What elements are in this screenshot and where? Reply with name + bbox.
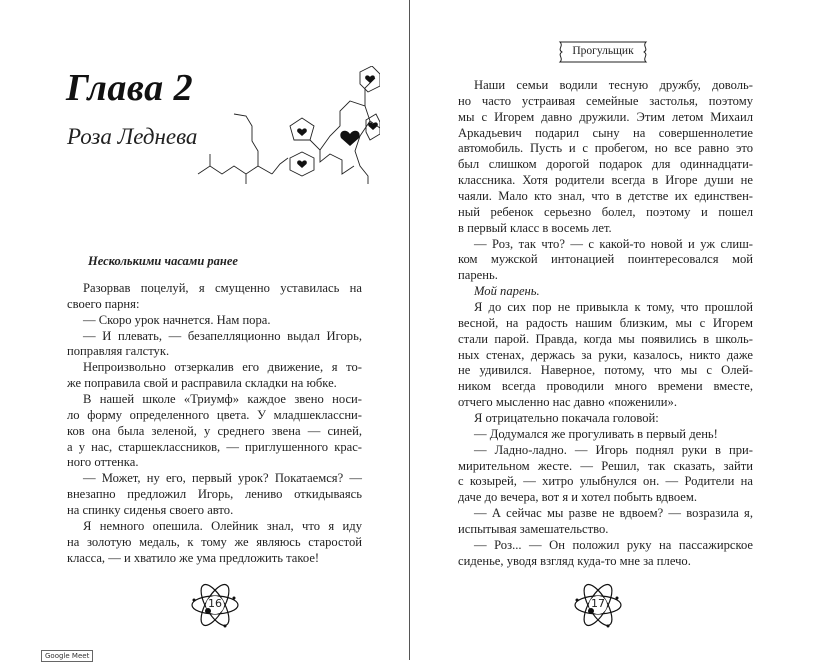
- text-line: не удивился. Наверное, потому, что мы с Олей-: [458, 363, 753, 378]
- paragraph: [458, 443, 753, 506]
- text-line: — Роз, так что? — с какой-то новой и уж слиш-: [474, 236, 753, 251]
- text-line: испытывая замешательство.: [458, 522, 609, 537]
- paragraph: [67, 360, 362, 392]
- right-page: [410, 0, 820, 660]
- text-line: Непроизвольно отзеркалив его движение, я то-: [83, 360, 362, 375]
- text-line: Наши семьи водили тесную дружбу, доволь-: [474, 78, 753, 92]
- paragraph: [458, 506, 753, 538]
- text-line: — Скоро урок начнется. Нам пора.: [83, 312, 271, 327]
- chapter-author: Роза Леднева: [67, 124, 198, 149]
- text-line: чаяли. Мало кто знал, что в детстве их единствен-: [458, 189, 753, 204]
- text-line: класса, — и хватило же ума предложить такое!: [67, 550, 320, 565]
- paragraph: [458, 538, 753, 570]
- paragraph: [458, 284, 753, 300]
- google-meet-label[interactable]: Google Meet: [41, 650, 93, 662]
- text-line: отчего мысленно нас давно «поженили».: [458, 395, 677, 410]
- text-line: своего парня:: [67, 296, 140, 311]
- text-line: был слишком дорогой подарок для одиннадцати-: [458, 157, 753, 172]
- page-number-badge: [573, 580, 623, 630]
- text-line: — А сейчас мы разве не вдвоем? — возразила я,: [474, 506, 753, 521]
- right-body-text: [458, 78, 753, 570]
- text-line: ный ребенок серьезно болел, поэтому и пошел: [458, 204, 753, 219]
- text-line: — Может, ну его, первый урок? Покатаемся? —: [83, 471, 362, 486]
- text-line: — И плевать, — безапелляционно выдал Игорь,: [83, 328, 362, 343]
- chapter-title: Глава 2: [66, 67, 194, 109]
- page-number: 17: [591, 597, 605, 610]
- text-line: поправляя галстук.: [67, 344, 170, 359]
- text-line: ло форму определенного цвета. У младшеклассни-: [67, 407, 362, 422]
- text-line: Я отрицательно покачала головой:: [474, 411, 659, 426]
- text-line: в первый класс в восемь лет.: [458, 220, 612, 235]
- paragraph: [458, 300, 753, 411]
- paragraph: [458, 78, 753, 237]
- text-line: ного оттенка.: [67, 455, 139, 470]
- text-line: Разорвав поцелуй, я смущенно уставилась на: [83, 281, 362, 295]
- paragraph: [67, 313, 362, 329]
- text-line: Я до сих пор не привыкла к тому, что прошлой: [474, 300, 753, 315]
- text-line: — Ладно-ладно. — Игорь поднял руки в при-: [474, 442, 753, 457]
- text-line: сиденье, уводя взгляд куда-то мне за плечо.: [458, 553, 691, 568]
- text-line: ков она была зеленой, у среднего звена — синей,: [67, 423, 362, 438]
- paragraph: [67, 519, 362, 567]
- page-number: 16: [208, 597, 222, 610]
- paragraph: [458, 237, 753, 285]
- paragraph: [67, 281, 362, 313]
- paragraph: [67, 392, 362, 471]
- left-body-text: [67, 281, 362, 566]
- text-line: с козырей, — хитро улыбнулся он. — Родители на: [458, 474, 753, 489]
- text-line: даче до вечера, вот я и хотел побыть вдвоем.: [458, 490, 697, 505]
- text-line: ком мужской интонацией поинтересовался мой: [458, 252, 753, 267]
- page-number-badge: [190, 580, 240, 630]
- text-line: внезапно предложил Игорь, лениво откидываясь: [67, 487, 362, 502]
- paragraph: [67, 329, 362, 361]
- section-subheading: Несколькими часами ранее: [88, 254, 238, 268]
- text-line: — Додумался же прогуливать в первый день!: [474, 426, 718, 441]
- paragraph: [458, 427, 753, 443]
- text-line: стали парой. Правда, когда мы появились в школь-: [458, 331, 753, 346]
- text-line: В нашей школе «Триумф» каждое звено носи-: [83, 392, 362, 407]
- running-head: [556, 41, 650, 63]
- text-line: ником всегда проводили много времени вместе,: [458, 379, 753, 394]
- text-line: на золотую медаль, к тому же являюсь старостой: [67, 534, 362, 549]
- paragraph: [67, 471, 362, 519]
- text-line: классника. Хотя родители всегда в Игоре души не: [458, 173, 753, 188]
- text-line: Мой парень.: [474, 284, 540, 299]
- text-line: мирительном жесте. — Решил, так сказать, зайти: [458, 458, 753, 473]
- text-line: автомобиль. Пусть и с пробегом, но все равно это: [458, 141, 753, 156]
- text-line: но часто устраивая семейные застолья, поэтому: [458, 93, 753, 108]
- text-line: парень.: [458, 268, 498, 283]
- running-head-title: Прогульщик: [572, 45, 634, 57]
- text-line: а у нас, старшеклассников, — приглушенного крас-: [67, 439, 362, 454]
- text-line: на спинку сиденья своего авто.: [67, 503, 234, 518]
- paragraph: [458, 411, 753, 427]
- text-line: ных стенах, держась за руки, казалось, никто даже: [458, 347, 753, 362]
- left-page: [0, 0, 410, 660]
- text-line: — Роз... — Он положил руку на пассажирское: [474, 537, 753, 552]
- text-line: Аркадьевич подарил сыну на совершеннолетие: [458, 125, 753, 140]
- text-line: же поправила свой и расправила складки на юбке.: [67, 376, 337, 391]
- molecule-illustration: [190, 66, 380, 191]
- text-line: Я немного опешила. Олейник знал, что я иду: [83, 518, 362, 533]
- text-line: мы с Игорем давно дружили. Этим летом Михаил: [458, 109, 753, 124]
- text-line: весной, на радость нашим близким, мы с Игорем: [458, 315, 753, 330]
